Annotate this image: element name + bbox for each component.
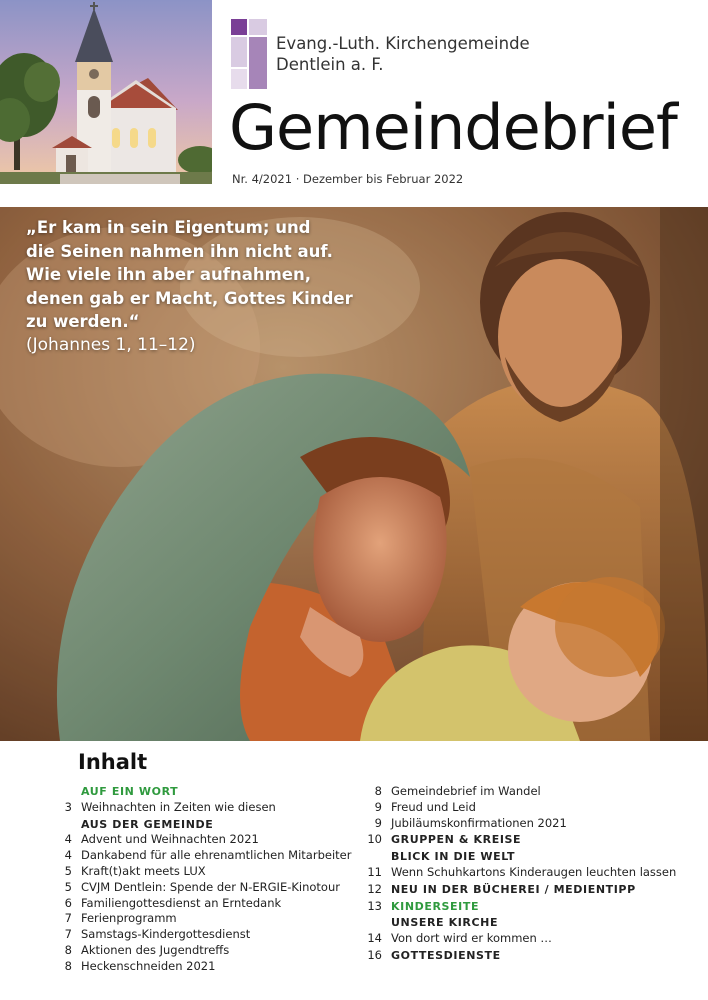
logo-square-dark	[231, 19, 247, 35]
toc-entry[interactable]: 8 Gemeindebrief im Wandel	[374, 784, 541, 798]
toc-left-column	[50, 784, 350, 975]
quote-line: denen gab er Macht, Gottes Kinder	[26, 288, 353, 308]
toc-entry[interactable]: 7 Samstags-Kindergottesdienst	[64, 927, 251, 942]
toc-section[interactable]: AUF EIN WORT	[81, 785, 179, 798]
quote-line: die Seinen nahmen ihn nicht auf.	[26, 241, 333, 261]
toc-section[interactable]: AUS DER GEMEINDE	[81, 817, 214, 831]
newsletter-title: Gemeindebrief	[229, 91, 677, 164]
parish-line-2: Dentlein a. F.	[276, 55, 384, 74]
issue-info: Nr. 4/2021 · Dezember bis Februar 2022	[232, 172, 464, 186]
parish-line-1: Evang.-Luth. Kirchengemeinde	[276, 34, 530, 53]
quote-line: zu werden.“	[26, 312, 140, 331]
toc-entry[interactable]: 5 CVJM Dentlein: Spende der N-ERGIE-Kinotour	[64, 879, 340, 894]
toc-heading: Inhalt	[78, 750, 148, 774]
toc-section[interactable]: 16 GOTTESDIENSTE	[367, 947, 501, 962]
logo-square-light-bottom	[231, 69, 247, 89]
toc-entry[interactable]: 4 Dankabend für alle ehrenamtlichen Mitarbeiter	[64, 848, 352, 863]
toc-entry[interactable]: 14 Von dort wird er kommen …	[367, 931, 552, 946]
church-photo	[0, 0, 212, 184]
toc-section[interactable]: 12 NEU IN DER BÜCHEREI / MEDIENTIPP	[367, 881, 636, 896]
toc-entry[interactable]: 4 Advent und Weihnachten 2021	[64, 832, 259, 847]
toc-entry[interactable]: 9 Jubiläumskonfirmationen 2021	[374, 815, 567, 830]
toc-entry[interactable]: 8 Aktionen des Jugendtreffs	[64, 942, 230, 957]
toc-right-column	[360, 784, 680, 964]
parish-name	[276, 33, 530, 75]
toc-entry[interactable]: 5 Kraft(t)akt meets LUX	[64, 863, 206, 878]
toc-entry[interactable]: 7 Ferienprogramm	[64, 911, 177, 926]
toc-entry[interactable]: 6 Familiengottesdienst an Erntedank	[64, 895, 282, 910]
toc-section[interactable]: UNSERE KIRCHE	[391, 916, 499, 930]
toc-entry[interactable]: 8 Heckenschneiden 2021	[64, 958, 216, 973]
toc-section[interactable]: 10 GRUPPEN & KREISE	[367, 832, 522, 847]
toc-entry[interactable]: 9 Freud und Leid	[374, 799, 476, 814]
quote-line: Wie viele ihn aber aufnahmen,	[26, 265, 311, 284]
logo-square-light-top	[249, 19, 267, 35]
toc-entry[interactable]: 11 Wenn Schuhkartons Kinderaugen leuchten lassen	[367, 864, 677, 879]
toc-section[interactable]: BLICK IN DIE WELT	[391, 850, 516, 864]
logo-square-light-mid	[231, 37, 247, 67]
toc-section[interactable]: 13 KINDERSEITE	[367, 898, 480, 913]
logo-bar-purple	[249, 37, 267, 89]
quote-reference: (Johannes 1, 11–12)	[26, 334, 196, 355]
toc-entry[interactable]: 3 Weihnachten in Zeiten wie diesen	[64, 799, 276, 814]
church-logo	[231, 19, 267, 89]
bible-quote	[26, 216, 356, 357]
quote-line: „Er kam in sein Eigentum; und	[26, 218, 311, 237]
